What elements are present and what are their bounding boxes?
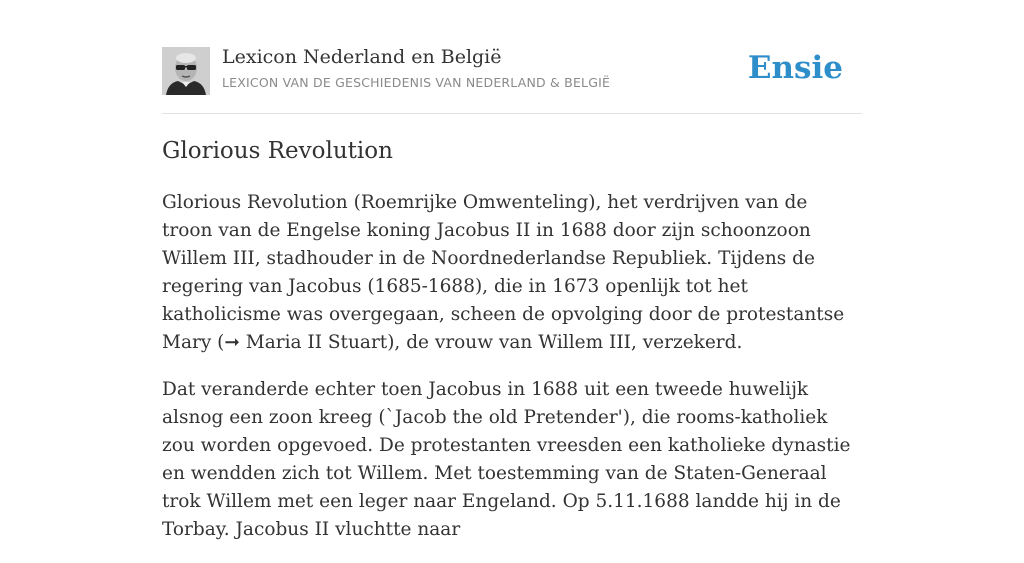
article-paragraph: Dat veranderde echter toen Jacobus in 1688 uit een tweede huwelijk alsnog een zoon kreeg (`Jacob the old Pretender'), die rooms-katholiek zou worden opgevoed. De protestanten vreesden een katholieke dynastie en wendden zich tot Willem. Met toestemming van de Staten-Generaal trok Willem met een leger naar Engeland. Op 5.11.1688 landde hij in de Torbay. Jacobus II vluchtte naar xyxy=(162,379,851,540)
header-divider xyxy=(162,113,862,114)
person-photo-icon xyxy=(162,47,210,95)
article-title: Glorious Revolution xyxy=(162,138,393,164)
site-title[interactable]: Lexicon Nederland en België xyxy=(222,46,502,68)
avatar[interactable] xyxy=(162,47,210,95)
site-header xyxy=(162,46,862,96)
brand-logo[interactable]: Ensie xyxy=(747,50,843,86)
article-paragraph: Glorious Revolution (Roemrijke Omwenteling), het verdrijven van de troon van de Engelse koning Jacobus II in 1688 door zijn schoonzoon Willem III, stadhouder in de Noordnederlandse Republiek. Tijdens de regering van Jacobus (1685-1688), die in 1673 openlijk tot het katholicisme was overgegaan, scheen de opvolging door de protestantse Mary (➞ Maria II Stuart), de vrouw van Willem III, verzekerd. xyxy=(162,192,845,353)
article-body xyxy=(162,189,862,563)
site-subtitle: LEXICON VAN DE GESCHIEDENIS VAN NEDERLAND & BELGIË xyxy=(222,75,611,90)
